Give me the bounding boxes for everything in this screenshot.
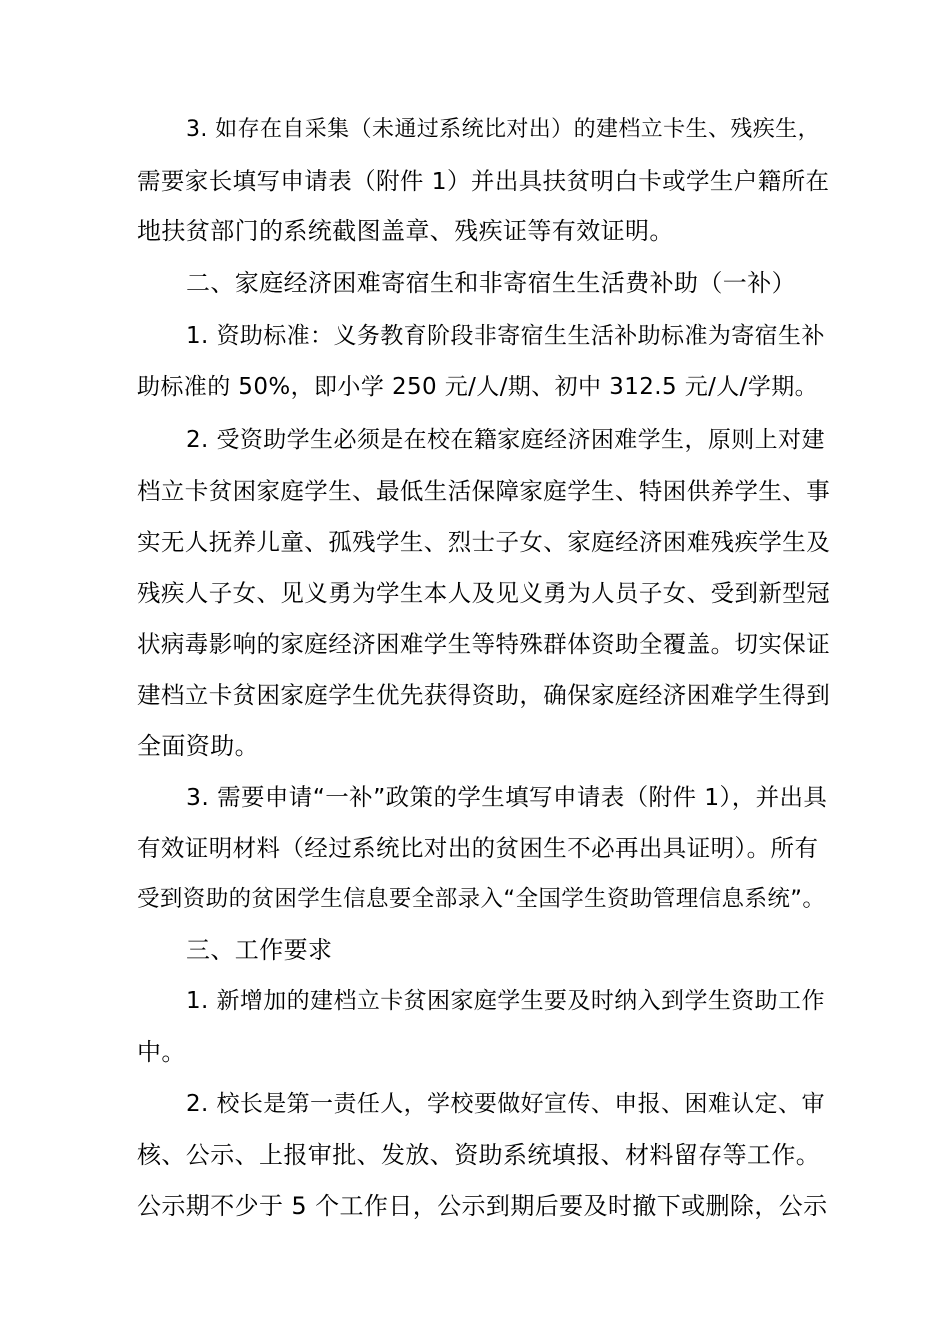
text-line: 需要家长填写申请表（附件 1）并出具扶贫明白卡或学生户籍所在 — [137, 167, 830, 195]
section-heading: 三、工作要求 — [186, 936, 333, 964]
text-line: 残疾人子女、见义勇为学生本人及见义勇为人员子女、受到新型冠 — [137, 579, 831, 607]
text-line: 3. 如存在自采集（未通过系统比对出）的建档立卡生、残疾生， — [186, 117, 820, 142]
text-line: 助标准的 50%，即小学 250 元/人/期、初中 312.5 元/人/学期。 — [137, 374, 819, 400]
text-line: 公示期不少于 5 个工作日，公示到期后要及时撤下或删除，公示 — [137, 1192, 828, 1220]
text-line: 地扶贫部门的系统截图盖章、残疾证等有效证明。 — [137, 217, 674, 245]
section-heading: 二、家庭经济困难寄宿生和非寄宿生生活费补助（一补） — [186, 269, 796, 297]
text-line: 中。 — [137, 1038, 186, 1066]
text-line: 受到资助的贫困学生信息要全部录入“全国学生资助管理信息系统”。 — [137, 886, 826, 912]
text-line: 1. 资助标准：义务教育阶段非寄宿生生活补助标准为寄宿生补 — [186, 323, 825, 349]
text-line: 3. 需要申请“一补”政策的学生填写申请表（附件 1），并出具 — [186, 783, 828, 811]
text-line: 全面资助。 — [137, 732, 259, 760]
text-line: 建档立卡贫困家庭学生优先获得资助，确保家庭经济困难学生得到 — [137, 681, 831, 709]
text-line: 有效证明材料（经过系统比对出的贫困生不必再出具证明）。所有 — [137, 834, 819, 862]
text-line: 档立卡贫困家庭学生、最低生活保障家庭学生、特困供养学生、事 — [137, 477, 831, 505]
text-line: 实无人抚养儿童、孤残学生、烈士子女、家庭经济困难残疾学生及 — [137, 528, 831, 556]
text-line: 状病毒影响的家庭经济困难学生等特殊群体资助全覆盖。切实保证 — [137, 630, 831, 658]
text-line: 2. 校长是第一责任人，学校要做好宣传、申报、困难认定、审 — [186, 1091, 825, 1117]
text-line: 核、公示、上报审批、发放、资助系统填报、材料留存等工作。 — [137, 1141, 821, 1169]
text-line: 2. 受资助学生必须是在校在籍家庭经济困难学生，原则上对建 — [186, 427, 825, 453]
text-line: 1. 新增加的建档立卡贫困家庭学生要及时纳入到学生资助工作 — [186, 988, 825, 1014]
